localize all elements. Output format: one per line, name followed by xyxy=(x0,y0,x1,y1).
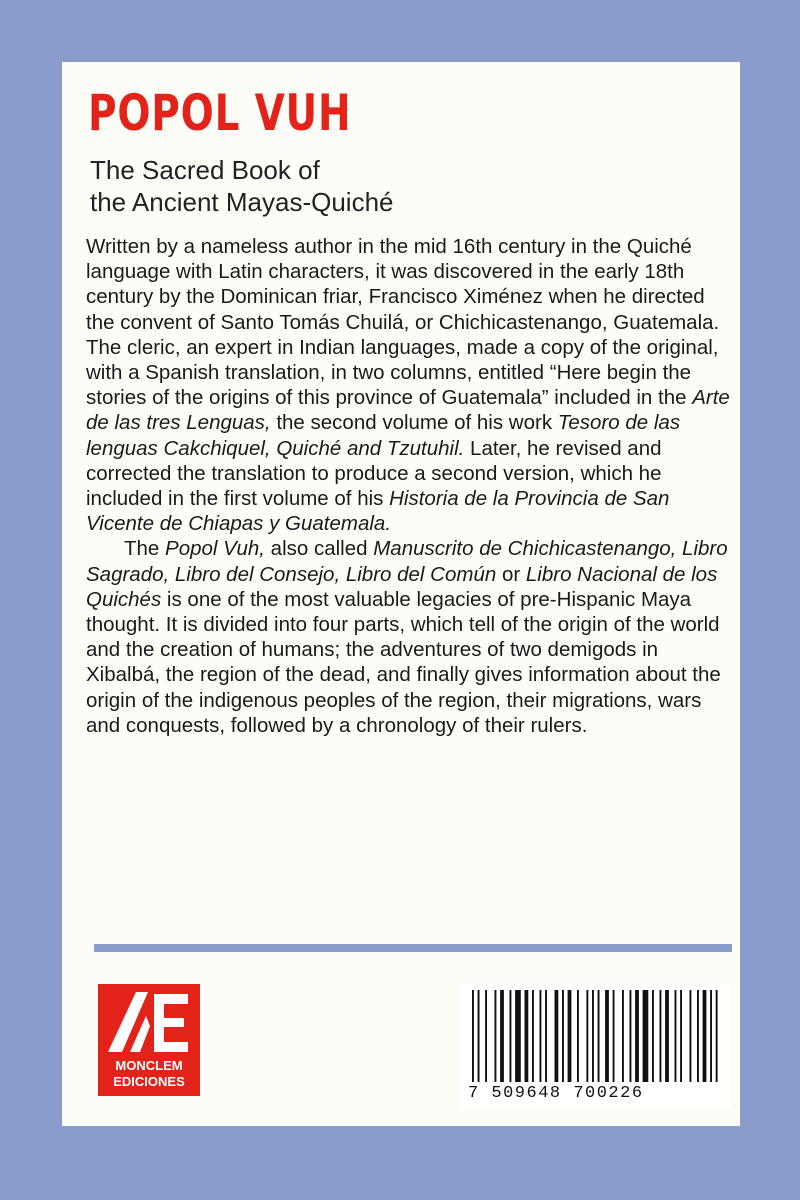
book-subtitle xyxy=(90,154,394,218)
barcode-bar xyxy=(485,990,487,1082)
barcode-bar xyxy=(545,990,547,1082)
p1-text-3: Later, he revised and corrected the translation to produce a second version, which he included in the first volume of his xyxy=(86,436,662,511)
p2-text-3: or xyxy=(496,562,526,586)
publisher-logo xyxy=(98,984,200,1096)
barcode-bar xyxy=(690,990,692,1082)
p1-italic-2: Tesoro de las lenguas Cakchiquel, Quiché and Tzutuhil. xyxy=(86,411,681,460)
blurb xyxy=(86,234,734,738)
book-title: POPOL VUH xyxy=(88,84,352,142)
p2-text-4: is one of the most valuable legacies of pre-Hispanic Maya thought. It is divided into four parts, which tell of the origin of the world and the creation of humans; the adventures of two demigods in Xibalbá, the region of the dead, and finally gives information about the origin of the indigenous peoples of the region, their migrations, wars and conquests, followed by a chronology of their rulers. xyxy=(86,587,721,737)
isbn-barcode xyxy=(460,984,730,1108)
publisher-name-line-1: MONCLEM xyxy=(115,1058,183,1073)
barcode-bar xyxy=(675,990,677,1082)
subtitle-line-2: the Ancient Mayas-Quiché xyxy=(90,187,394,217)
barcode-bar xyxy=(605,990,609,1082)
barcode-bar xyxy=(680,990,682,1082)
barcode-bar xyxy=(716,990,718,1082)
divider-bar xyxy=(94,944,732,952)
subtitle-line-1: The Sacred Book of xyxy=(90,155,320,185)
monclem-me-mark-icon xyxy=(106,990,192,1054)
barcode-bar xyxy=(500,990,504,1082)
barcode-bar xyxy=(697,990,699,1082)
barcode-bar xyxy=(555,990,559,1082)
barcode-bar xyxy=(598,990,600,1082)
barcode-bar xyxy=(562,990,564,1082)
back-cover-panel xyxy=(62,62,740,1126)
p2-italic-1: Popol Vuh, xyxy=(165,537,265,561)
barcode-bar xyxy=(635,990,639,1082)
blurb-paragraph-1 xyxy=(86,234,734,536)
p2-text-2: also called xyxy=(264,537,374,561)
barcode-bar xyxy=(515,990,521,1082)
barcode-bar xyxy=(643,990,649,1082)
barcode-bar xyxy=(577,990,579,1082)
p2-italic-3: Libro Nacional de los Quichés xyxy=(86,562,718,611)
barcode-bar xyxy=(592,990,594,1082)
p1-text-1: Written by a nameless author in the mid 16th century in the Quiché language with Latin characters, it was discovered in the early 18th century by the Dominican friar, Francisco Ximénez when he directed the convent of Santo Tomás Chuilá, or Chichicastenango, Guatemala. The cleric, an expert in Indian languages, made a copy of the original, with a Spanish translation, in two columns, entitled “Here begin the stories of the origins of this province of Guatemala” included in the xyxy=(86,235,720,410)
barcode-bar xyxy=(652,990,654,1082)
barcode-bar xyxy=(710,990,712,1082)
barcode-bar xyxy=(568,990,572,1082)
barcode-bar xyxy=(478,990,480,1082)
barcode-bar xyxy=(510,990,512,1082)
p1-italic-1: Arte de las tres Lenguas, xyxy=(86,386,730,435)
barcode-bar xyxy=(525,990,529,1082)
barcode-bar xyxy=(630,990,632,1082)
barcode-bar xyxy=(495,990,497,1082)
barcode-bar xyxy=(586,990,588,1082)
blurb-paragraph-2 xyxy=(86,536,734,738)
barcode-bar xyxy=(622,990,624,1082)
publisher-name-line-2: EDICIONES xyxy=(113,1074,185,1089)
barcode-bar xyxy=(532,990,534,1082)
p1-italic-3: Historia de la Provincia de San Vicente de Chiapas y Guatemala. xyxy=(86,487,670,536)
p2-italic-2: Manuscrito de Chichicastenango, Libro Sagrado, Libro del Consejo, Libro del Común xyxy=(86,537,728,586)
barcode-bar xyxy=(472,990,474,1082)
barcode-bar xyxy=(665,990,669,1082)
barcode-bar xyxy=(540,990,542,1082)
publisher-name xyxy=(98,1058,200,1090)
p2-text-1: The xyxy=(124,537,166,561)
p1-text-2: the second volume of his work xyxy=(270,411,558,435)
barcode-bars-icon xyxy=(468,990,726,1082)
barcode-bar xyxy=(703,990,707,1082)
barcode-number: 7 509648 700226 xyxy=(468,1084,644,1103)
barcode-bar xyxy=(613,990,615,1082)
barcode-bar xyxy=(660,990,662,1082)
